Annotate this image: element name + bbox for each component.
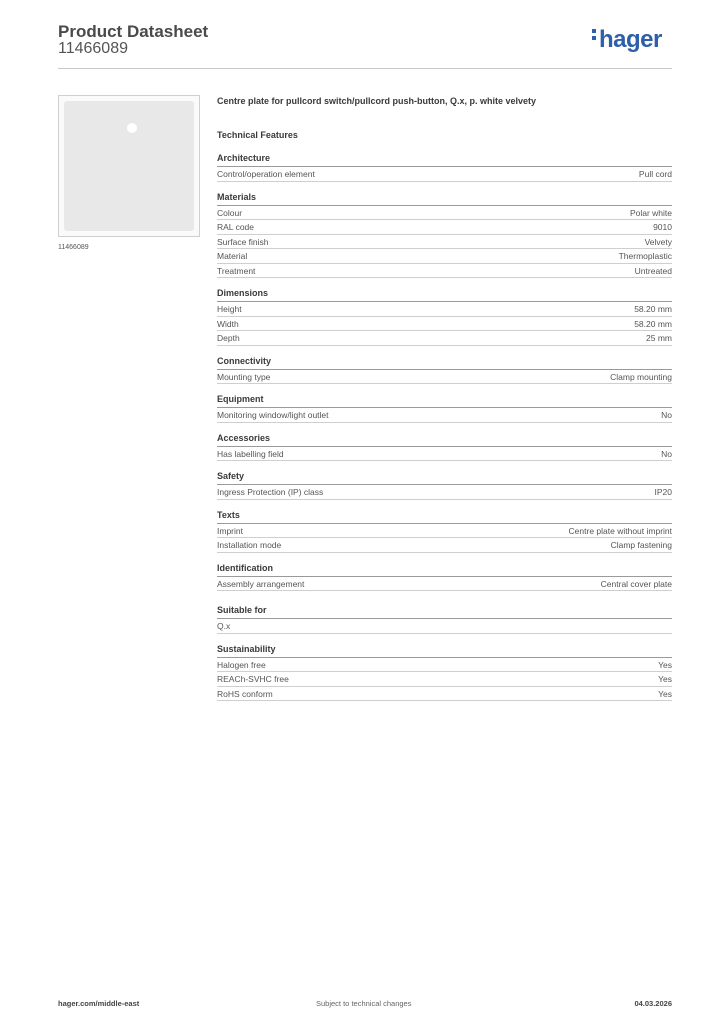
section-title: Suitable for bbox=[217, 605, 672, 619]
feature-label: Depth bbox=[217, 333, 240, 343]
feature-row bbox=[217, 235, 672, 250]
footer-notice: Subject to technical changes bbox=[316, 999, 412, 1008]
feature-label: Mounting type bbox=[217, 371, 271, 382]
feature-value: 58.20 mm bbox=[634, 318, 672, 329]
section-title: Materials bbox=[217, 192, 672, 206]
feature-value: Central cover plate bbox=[600, 578, 672, 589]
feature-value: Centre plate without imprint bbox=[568, 525, 672, 536]
feature-section bbox=[217, 605, 672, 634]
pullcord-hole bbox=[127, 123, 137, 133]
product-image bbox=[58, 95, 200, 237]
feature-section bbox=[217, 510, 672, 553]
feature-label: Width bbox=[217, 318, 239, 329]
feature-label: Material bbox=[217, 251, 248, 261]
section-title: Connectivity bbox=[217, 356, 672, 370]
feature-label: Imprint bbox=[217, 525, 243, 536]
logo-dots-icon bbox=[592, 29, 597, 43]
feature-label: Ingress Protection (IP) class bbox=[217, 487, 324, 497]
section-title: Texts bbox=[217, 510, 672, 524]
feature-value: No bbox=[661, 448, 672, 459]
feature-row bbox=[217, 619, 672, 634]
feature-row bbox=[217, 220, 672, 235]
feature-row bbox=[217, 317, 672, 332]
feature-label: Surface finish bbox=[217, 236, 269, 247]
feature-row bbox=[217, 249, 672, 264]
footer-date: 04.03.2026 bbox=[634, 999, 672, 1008]
image-caption: 11466089 bbox=[58, 244, 89, 251]
feature-value: Untreated bbox=[634, 265, 672, 276]
feature-row bbox=[217, 658, 672, 673]
technical-features-heading: Technical Features bbox=[217, 130, 298, 140]
feature-section bbox=[217, 563, 672, 592]
feature-label: Has labelling field bbox=[217, 448, 284, 459]
feature-label: Treatment bbox=[217, 265, 256, 276]
feature-row bbox=[217, 447, 672, 462]
feature-label: Q.x bbox=[217, 621, 231, 631]
feature-value: 25 mm bbox=[646, 333, 672, 343]
section-title: Accessories bbox=[217, 433, 672, 447]
footer-website: hager.com/middle-east bbox=[58, 999, 140, 1008]
feature-row bbox=[217, 206, 672, 221]
section-title: Dimensions bbox=[217, 288, 672, 302]
feature-section bbox=[217, 356, 672, 385]
feature-row bbox=[217, 264, 672, 279]
feature-value: Velvety bbox=[644, 236, 672, 247]
feature-label: Height bbox=[217, 304, 242, 314]
section-title: Safety bbox=[217, 471, 672, 485]
page-title: Product Datasheet bbox=[58, 22, 209, 41]
feature-sections bbox=[217, 153, 672, 701]
datasheet-content bbox=[217, 96, 672, 711]
feature-row bbox=[217, 302, 672, 317]
feature-value: No bbox=[661, 410, 672, 420]
product-number: 11466089 bbox=[58, 40, 128, 57]
feature-label: REACh-SVHC free bbox=[217, 674, 289, 684]
header-divider bbox=[58, 68, 672, 69]
feature-section bbox=[217, 644, 672, 702]
product-description: Centre plate for pullcord switch/pullcord push-button, Q.x, p. white velvety bbox=[217, 96, 537, 106]
feature-value: Clamp mounting bbox=[610, 371, 672, 382]
feature-label: Control/operation element bbox=[217, 169, 315, 179]
feature-value: Polar white bbox=[629, 207, 672, 218]
centre-plate-illustration bbox=[64, 101, 194, 231]
feature-label: Installation mode bbox=[217, 540, 282, 550]
feature-row bbox=[217, 408, 672, 423]
section-title: Equipment bbox=[217, 394, 672, 408]
feature-row bbox=[217, 577, 672, 592]
feature-section bbox=[217, 433, 672, 462]
feature-value: Yes bbox=[658, 674, 672, 684]
feature-label: RoHS conform bbox=[217, 688, 273, 699]
feature-value: Clamp fastening bbox=[610, 540, 672, 550]
hager-logo bbox=[592, 28, 662, 52]
feature-row bbox=[217, 167, 672, 182]
feature-section bbox=[217, 192, 672, 279]
feature-row bbox=[217, 370, 672, 385]
logo-text: hager bbox=[599, 26, 662, 53]
feature-section bbox=[217, 153, 672, 182]
feature-row bbox=[217, 687, 672, 702]
feature-row bbox=[217, 524, 672, 539]
feature-label: Halogen free bbox=[217, 659, 266, 670]
feature-section bbox=[217, 394, 672, 423]
feature-value: 9010 bbox=[653, 222, 672, 232]
feature-value: IP20 bbox=[654, 487, 672, 497]
feature-value: Yes bbox=[658, 688, 672, 699]
feature-value: Yes bbox=[658, 659, 672, 670]
feature-value: Pull cord bbox=[638, 169, 672, 179]
feature-label: Assembly arrangement bbox=[217, 578, 305, 589]
feature-row bbox=[217, 331, 672, 346]
section-title: Architecture bbox=[217, 153, 672, 167]
feature-value: Thermoplastic bbox=[618, 251, 672, 261]
feature-section bbox=[217, 288, 672, 346]
feature-label: Colour bbox=[217, 207, 243, 218]
feature-row bbox=[217, 485, 672, 500]
feature-row bbox=[217, 672, 672, 687]
section-title: Sustainability bbox=[217, 644, 672, 658]
feature-section bbox=[217, 471, 672, 500]
feature-label: RAL code bbox=[217, 222, 255, 232]
feature-label: Monitoring window/light outlet bbox=[217, 410, 329, 420]
feature-row bbox=[217, 538, 672, 553]
section-title: Identification bbox=[217, 563, 672, 577]
feature-value: 58.20 mm bbox=[634, 304, 672, 314]
